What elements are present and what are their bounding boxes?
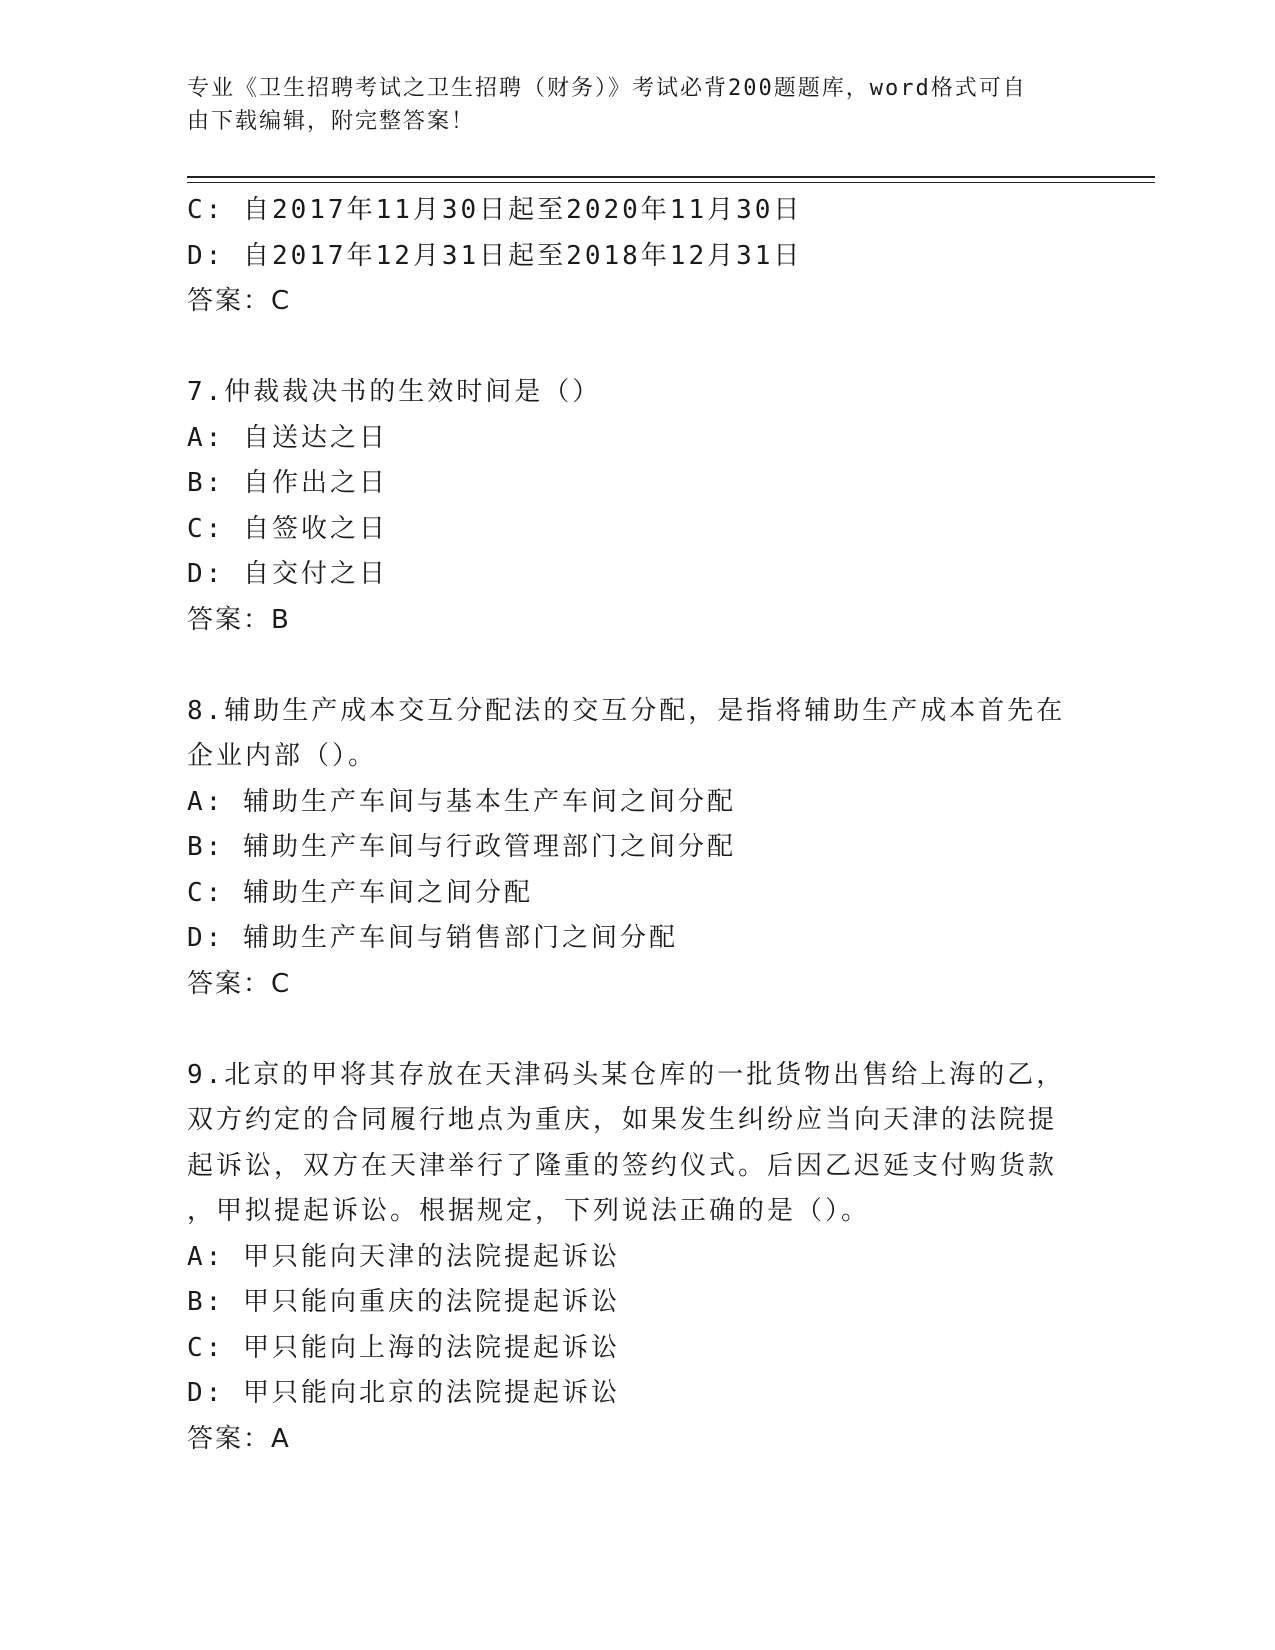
option-a: A: 甲只能向天津的法院提起诉讼: [187, 1241, 620, 1272]
question-stem: 双方约定的合同履行地点为重庆，如果发生纠纷应当向天津的法院提: [187, 1105, 1058, 1135]
option-d: D: 辅助生产车间与销售部门之间分配: [187, 923, 678, 953]
question-stem: 企业内部（）。: [187, 741, 378, 771]
header-line-1: 专业《卫生招聘考试之卫生招聘（财务）》考试必背200题题库，word格式可自: [187, 76, 1027, 101]
option-c: C: 辅助生产车间之间分配: [187, 877, 533, 908]
question-stem: 7.仲裁裁决书的生效时间是（）: [187, 377, 602, 407]
question-stem: 8.辅助生产成本交互分配法的交互分配，是指将辅助生产成本首先在: [187, 695, 1066, 726]
question-stem: 起诉讼，双方在天津举行了隆重的签约仪式。后因乙迟延支付购货款: [187, 1150, 1058, 1181]
option-d: D: 自2017年12月31日起至2018年12月31日: [187, 240, 803, 271]
header-line-2: 由下载编辑，附完整答案！: [187, 109, 476, 134]
prev-question: [187, 188, 1067, 325]
question-stem: 9.北京的甲将其存放在天津码头某仓库的一批货物出售给上海的乙，: [187, 1059, 1066, 1090]
document-header: [187, 72, 1057, 138]
answer-line: 答案：A: [187, 1423, 291, 1454]
option-d: D: 甲只能向北京的法院提起诉讼: [187, 1378, 620, 1408]
option-d: D: 自交付之日: [187, 559, 388, 589]
option-b: B: 自作出之日: [187, 468, 388, 498]
header-divider-thick: [187, 176, 1155, 178]
answer-line: 答案：C: [187, 286, 292, 316]
question-stem: ，甲拟提起诉讼。根据规定，下列说法正确的是（）。: [187, 1196, 871, 1226]
option-a: A: 自送达之日: [187, 422, 388, 453]
question-9: [187, 1053, 1067, 1463]
option-b: B: 甲只能向重庆的法院提起诉讼: [187, 1287, 620, 1317]
answer-line: 答案：B: [187, 604, 291, 635]
option-b: B: 辅助生产车间与行政管理部门之间分配: [187, 832, 736, 862]
option-c: C: 甲只能向上海的法院提起诉讼: [187, 1332, 620, 1363]
question-list: [187, 188, 1067, 1462]
header-divider-thin: [187, 182, 1155, 183]
question-7: [187, 370, 1067, 643]
question-8: [187, 689, 1067, 1008]
option-c: C: 自签收之日: [187, 513, 388, 544]
option-a: A: 辅助生产车间与基本生产车间之间分配: [187, 786, 736, 817]
option-c: C: 自2017年11月30日起至2020年11月30日: [187, 195, 803, 225]
answer-line: 答案：C: [187, 968, 292, 999]
